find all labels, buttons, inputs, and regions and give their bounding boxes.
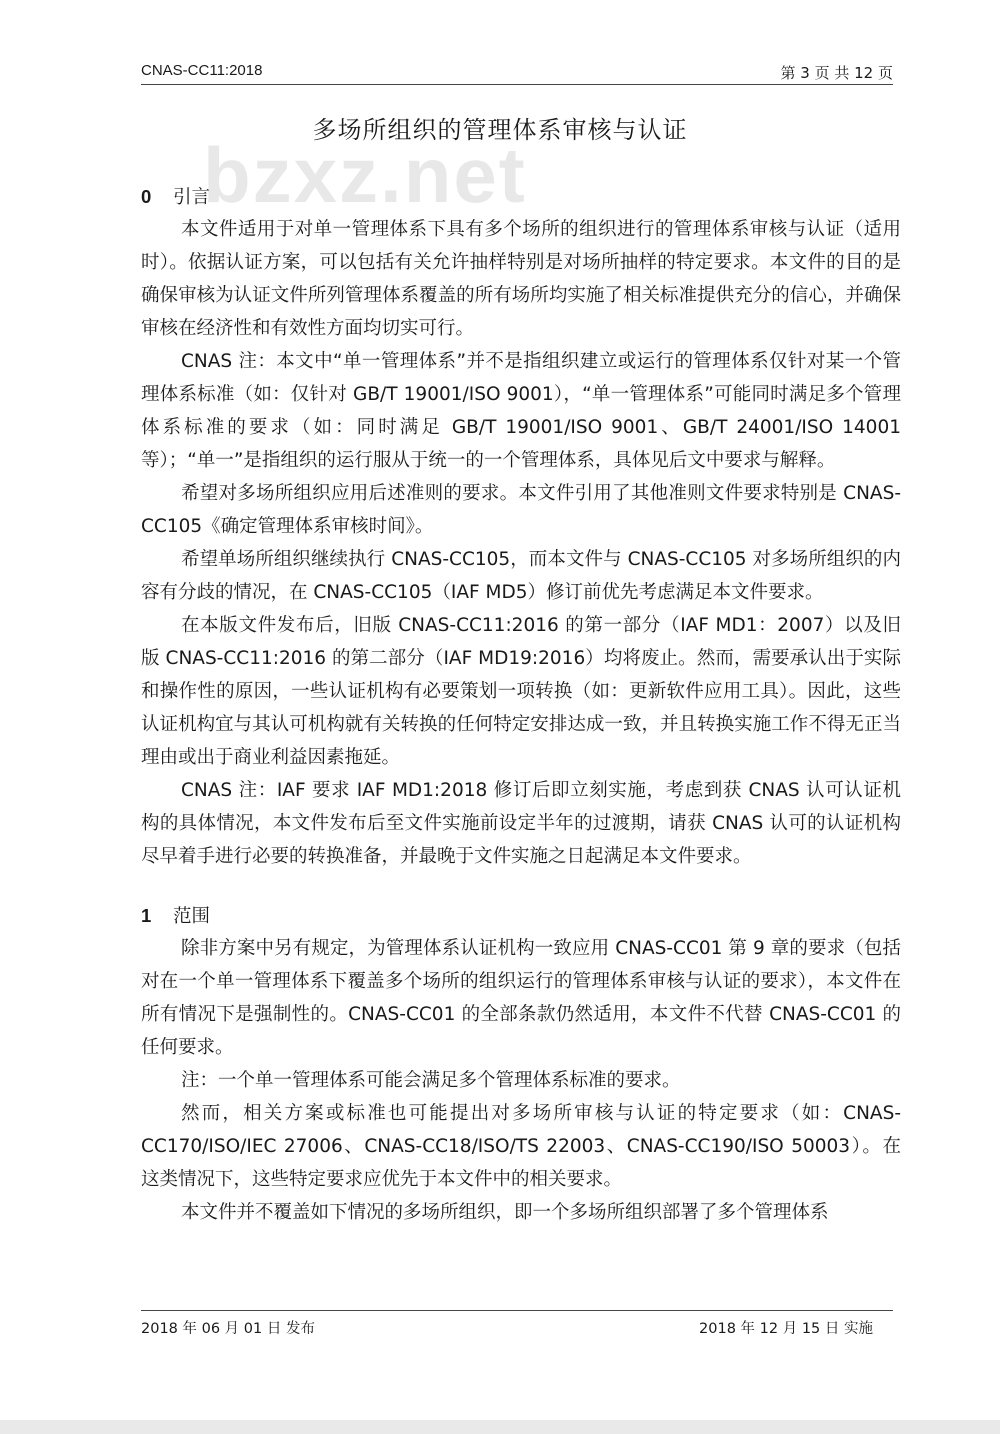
- page-footer: [141, 1310, 893, 1337]
- publish-date: 2018 年 06 月 01 日 发布: [141, 1321, 315, 1337]
- document-code: CNAS-CC11:2018: [141, 62, 263, 79]
- paragraph: 希望单场所组织继续执行 CNAS-CC105，而本文件与 CNAS-CC105 对多场所组织的内容有分歧的情况，在 CNAS-CC105（IAF MD5）修订前优先考虑满足本文件要求。: [141, 549, 901, 603]
- section-number: 1: [141, 905, 152, 926]
- implementation-date: 2018 年 12 月 15 日 实施: [699, 1321, 873, 1337]
- page-number: 第 3 页 共 12 页: [780, 64, 893, 82]
- section-title: 范围: [173, 906, 211, 927]
- paragraph: 除非方案中另有规定，为管理体系认证机构一致应用 CNAS-CC01 第 9 章的要求（包括对在一个单一管理体系下覆盖多个场所的组织运行的管理体系审核与认证的要求），本文件在所有情况下是强制性的。CNAS-CC01 的全部条款仍然适用，本文件不代替 CNAS-CC01 的任何要求。: [141, 938, 901, 1058]
- watermark: bzxz.net: [203, 131, 527, 219]
- cnas-note: CNAS 注：IAF 要求 IAF MD1:2018 修订后即立刻实施，考虑到获 CNAS 认可认证机构的具体情况，本文件发布后至文件实施前设定半年的过渡期，请获 CNAS 认可的认证机构尽早着手进行必要的转换准备，并最晚于文件实施之日起满足本文件要求。: [141, 780, 901, 867]
- section-title: 引言: [173, 187, 211, 208]
- viewer-bottom-bar: [0, 1420, 1000, 1434]
- page-header: [141, 58, 893, 85]
- document-title: 多场所组织的管理体系审核与认证: [312, 116, 688, 144]
- paragraph: 本文件适用于对单一管理体系下具有多个场所的组织进行的管理体系审核与认证（适用时）。依据认证方案，可以包括有关允许抽样特别是对场所抽样的特定要求。本文件的目的是确保审核为认证文件所列管理体系覆盖的所有场所均实施了相关标准提供充分的信心，并确保审核在经济性和有效性方面均切实可行。: [141, 219, 901, 339]
- section-heading-intro: [141, 180, 901, 213]
- section-spacer: [141, 873, 901, 899]
- section-heading-scope: [141, 899, 901, 932]
- paragraph: 在本版文件发布后，旧版 CNAS-CC11:2016 的第一部分（IAF MD1：2007）以及旧版 CNAS-CC11:2016 的第二部分（IAF MD19:2016）均将废止。然而，需要承认出于实际和操作性的原因，一些认证机构有必要策划一项转换（如：更新软件应用工具）。因此，这些认证机构宜与其认可机构就有关转换的任何特定安排达成一致，并且转换实施工作不得无正当理由或出于商业利益因素拖延。: [141, 615, 901, 768]
- note: 注：一个单一管理体系可能会满足多个管理体系标准的要求。: [181, 1070, 681, 1091]
- section-number: 0: [141, 186, 152, 207]
- cnas-note: CNAS 注：本文中“单一管理体系”并不是指组织建立或运行的管理体系仅针对某一个管理体系标准（如：仅针对 GB/T 19001/ISO 9001），“单一管理体系”可能同时满足多个管理体系标准的要求（如：同时满足 GB/T 19001/ISO 9001、GB/T 24001/ISO 14001 等）；“单一”是指组织的运行服从于统一的一个管理体系，具体见后文中要求与解释。: [141, 351, 901, 471]
- document-body: [141, 180, 901, 1229]
- paragraph: 希望对多场所组织应用后述准则的要求。本文件引用了其他准则文件要求特别是 CNAS-CC105《确定管理体系审核时间》。: [141, 483, 901, 537]
- paragraph: 然而，相关方案或标准也可能提出对多场所审核与认证的特定要求（如：CNAS-CC170/ISO/IEC 27006、CNAS-CC18/ISO/TS 22003、CNAS-CC190/ISO 50003）。在这类情况下，这些特定要求应优先于本文件中的相关要求。: [141, 1103, 901, 1190]
- paragraph: 本文件并不覆盖如下情况的多场所组织，即一个多场所组织部署了多个管理体系: [181, 1202, 829, 1223]
